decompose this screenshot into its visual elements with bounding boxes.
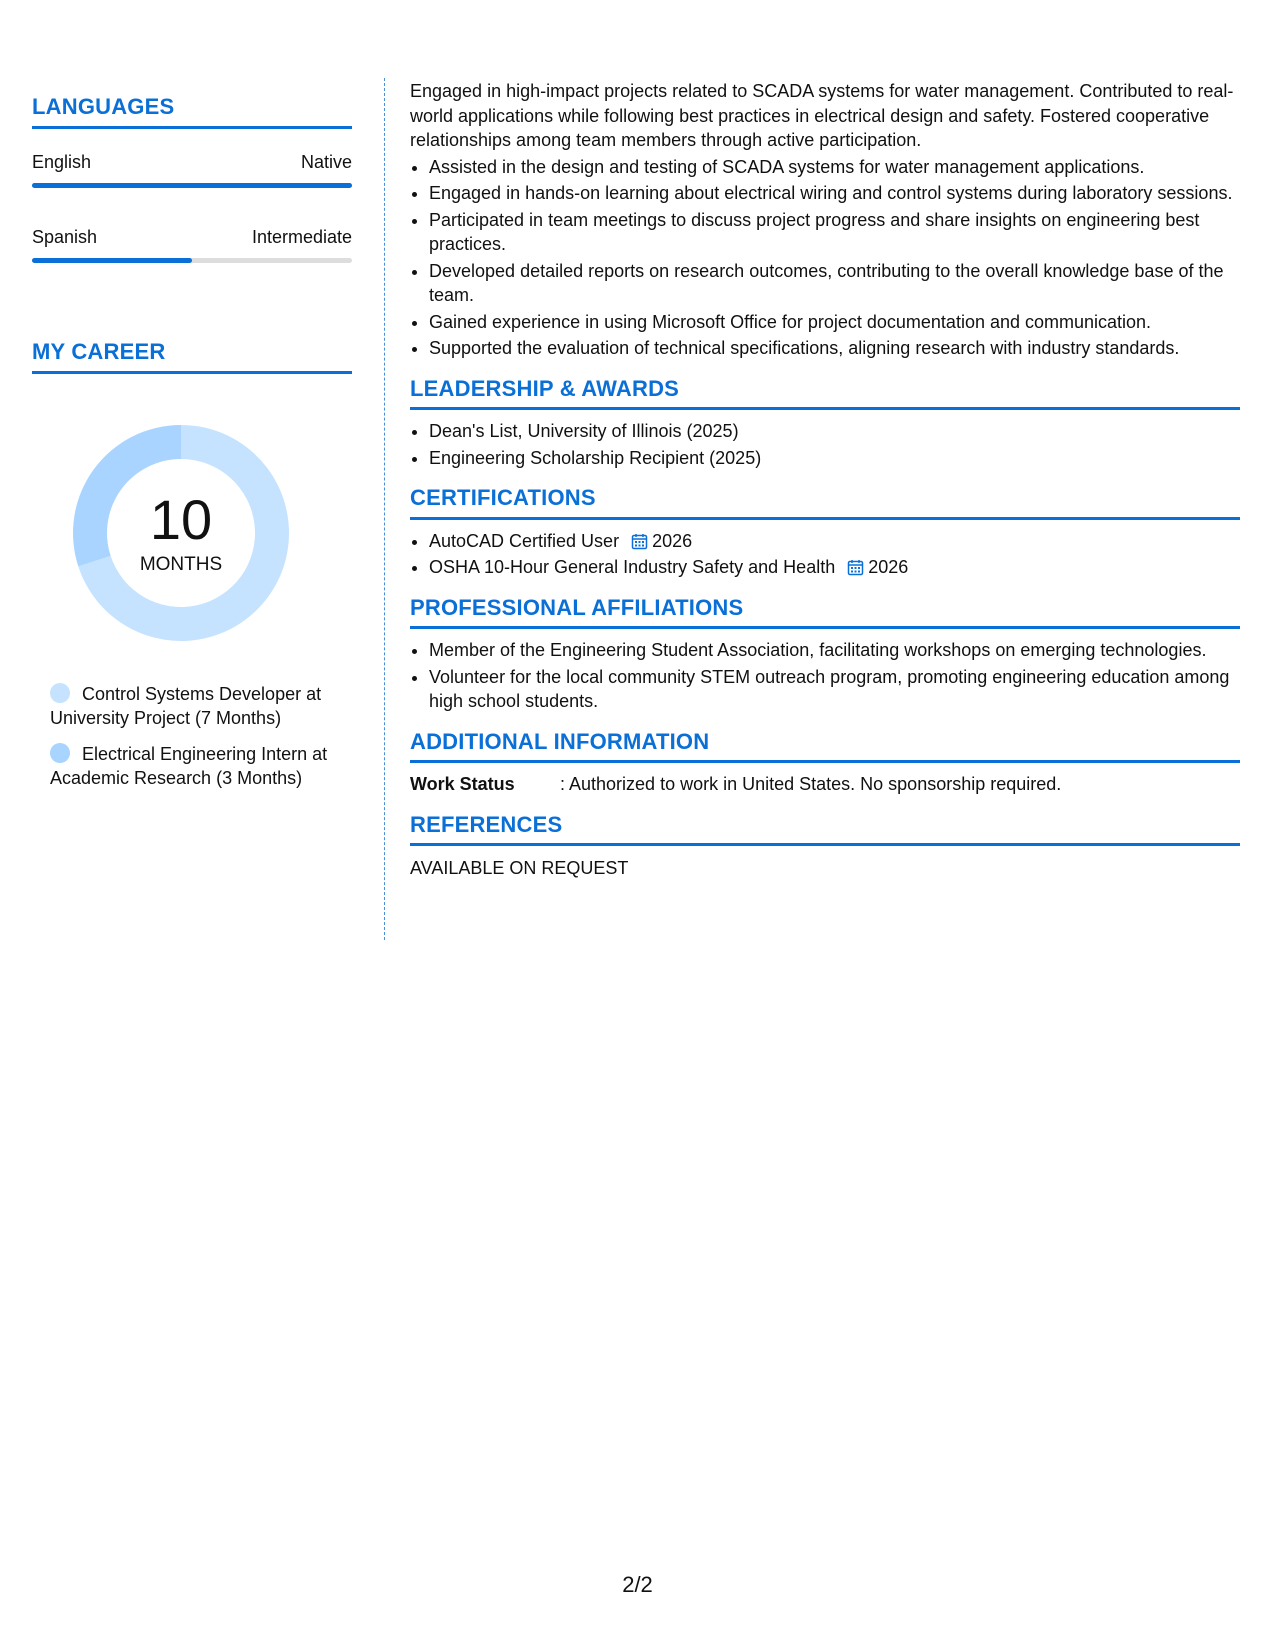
language-name: Spanish bbox=[32, 227, 98, 247]
calendar-icon bbox=[847, 559, 864, 576]
career-legend-item bbox=[50, 682, 330, 730]
work-status-row bbox=[410, 772, 1240, 797]
affiliations-list bbox=[410, 638, 1240, 714]
awards-list bbox=[410, 419, 1240, 470]
experience-bullets bbox=[410, 155, 1240, 361]
certification-name: AutoCAD Certified User bbox=[429, 530, 620, 551]
experience-bullet: • Engaged in hands-on learning about electrical wiring and control systems during laboratory sessions. bbox=[429, 181, 1240, 206]
career-legend bbox=[32, 682, 330, 790]
language-proficiency-bar bbox=[32, 183, 352, 188]
experience-bullet: • Assisted in the design and testing of SCADA systems for water management applications. bbox=[429, 155, 1240, 180]
experience-bullet: • Developed detailed reports on research outcomes, contributing to the overall knowledge base of the team. bbox=[429, 259, 1240, 308]
experience-summary: Engaged in high-impact projects related to SCADA systems for water management. Contributed to real-world applications while following best practices in electrical design and safety. Fostered cooperative relationships among team members through active participation. bbox=[410, 81, 1234, 150]
awards-title: LEADERSHIP & AWARDS bbox=[410, 377, 1240, 411]
award-item: • Dean's List, University of Illinois (2025) bbox=[429, 419, 1240, 444]
affiliation-item: • Volunteer for the local community STEM outreach program, promoting engineering education among high school students. bbox=[429, 665, 1240, 714]
language-proficiency-fill bbox=[32, 258, 192, 263]
language-name: English bbox=[32, 152, 92, 172]
affiliation-item: • Member of the Engineering Student Association, facilitating workshops on emerging technologies. bbox=[429, 638, 1240, 663]
references-text: AVAILABLE ON REQUEST bbox=[410, 858, 629, 878]
certification-year: 2026 bbox=[652, 530, 693, 551]
certification-item bbox=[429, 555, 1240, 580]
award-item: • Engineering Scholarship Recipient (2025) bbox=[429, 446, 1240, 471]
page-number: 2/2 bbox=[622, 1572, 653, 1597]
certification-name: OSHA 10-Hour General Industry Safety and Health bbox=[429, 557, 836, 577]
career-title: MY CAREER bbox=[32, 339, 352, 374]
language-proficiency-bar bbox=[32, 258, 352, 263]
left-column bbox=[32, 94, 352, 802]
legend-dot bbox=[50, 683, 70, 703]
career-total-unit: MONTHS bbox=[139, 554, 223, 575]
certification-item bbox=[429, 529, 1240, 554]
references-title: REFERENCES bbox=[410, 813, 1240, 847]
right-column bbox=[410, 79, 1240, 881]
language-level: Native bbox=[300, 152, 352, 172]
legend-dot bbox=[50, 743, 70, 763]
certifications-list bbox=[410, 529, 1240, 580]
work-status-label: Work Status bbox=[410, 774, 515, 794]
language-proficiency-fill bbox=[32, 183, 352, 188]
career-legend-label: Electrical Engineering Intern at Academic Research (3 Months) bbox=[50, 744, 328, 788]
certification-year: 2026 bbox=[868, 557, 909, 577]
certifications-title: CERTIFICATIONS bbox=[410, 486, 1240, 520]
language-item bbox=[32, 226, 352, 263]
column-divider bbox=[384, 78, 385, 940]
career-section bbox=[32, 339, 352, 790]
additional-info-title: ADDITIONAL INFORMATION bbox=[410, 730, 1240, 764]
work-status-value: : Authorized to work in United States. No sponsorship required. bbox=[560, 774, 1062, 794]
calendar-icon bbox=[631, 533, 648, 550]
experience-bullet: • Participated in team meetings to discuss project progress and share insights on engineering best practices. bbox=[429, 208, 1240, 257]
languages-title: LANGUAGES bbox=[32, 94, 352, 129]
language-level: Intermediate bbox=[251, 227, 352, 247]
career-total-months: 10 bbox=[149, 488, 213, 551]
career-legend-label: Control Systems Developer at University Project (7 Months) bbox=[50, 684, 322, 728]
language-item bbox=[32, 151, 352, 188]
affiliations-title: PROFESSIONAL AFFILIATIONS bbox=[410, 596, 1240, 630]
career-donut-chart bbox=[66, 418, 296, 648]
experience-bullet: • Gained experience in using Microsoft Office for project documentation and communication. bbox=[429, 310, 1240, 335]
career-legend-item bbox=[50, 742, 330, 790]
experience-bullet: • Supported the evaluation of technical specifications, aligning research with industry standards. bbox=[429, 336, 1240, 361]
languages-list bbox=[32, 151, 352, 263]
